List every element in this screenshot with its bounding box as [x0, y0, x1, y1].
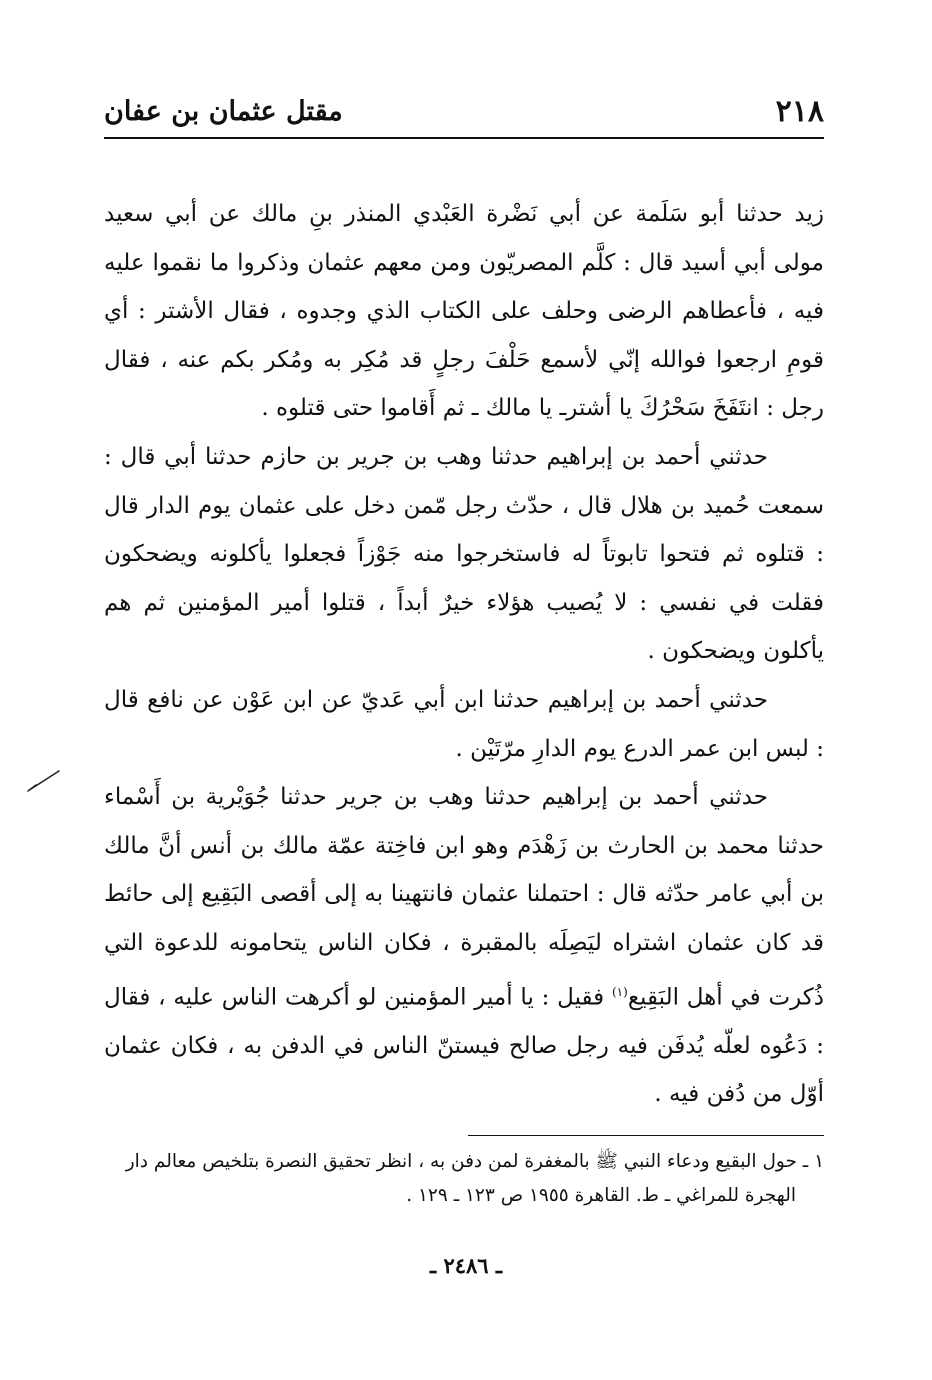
chapter-title: مقتل عثمان بن عفان	[104, 96, 343, 127]
running-header	[104, 88, 824, 132]
page-number: ٢١٨	[775, 94, 824, 129]
header-rule	[104, 137, 824, 139]
margin-checkmark-icon	[26, 765, 62, 801]
footnote-1-line-2: الهجرة للمراغي ـ ط. القاهرة ١٩٥٥ ص ١٢٣ ـ ١٢٩ .	[406, 1185, 796, 1206]
footnote-1-line-1: ١ ـ حول البقيع ودعاء النبي ﷺ بالمغفرة لمن دفن به ، انظر تحقيق النصرة بتلخيص معالم دار	[125, 1151, 824, 1172]
footer-page-number: ـ ٢٤٨٦ ـ	[429, 1253, 503, 1278]
paragraph-1: زيد حدثنا أبو سَلَمة عن أبي نَضْرة العَبْدي المنذر بنِ مالك عن أبي سعيد مولى أبي أسيد قال : كلَّم المصريّون ومن معهم عثمان وذكروا ما نقموا عليه فيه ، فأعطاهم الرضى وحلف على الكتاب الذي وجدوه ، فقال الأشتر : أي قومِ ارجعوا فوالله إنّي لأسمع حَلْفَ رجلٍ قد مُكِر به ومُكر بكم عنه ، فقال رجل : انتَفَخَ سَحْرُكَ يا أشترـ يا مالك ـ ثم أَقاموا حتى قتلوه .	[104, 201, 824, 422]
footnotes	[108, 1145, 824, 1213]
footnote-rule	[468, 1135, 824, 1136]
footnote-reference: (١)	[611, 984, 628, 999]
paragraph-4	[104, 773, 824, 1119]
paragraph-4-text-b: فقيل : يا أمير المؤمنين لو أكرهت الناس عليه ، فقال : دَعُوه لعلّه يُدفَن فيه رجل صالح فيستنّ الناس في الدفن به ، فكان عثمان أوّل من دُفن فيه .	[104, 984, 824, 1108]
paragraph-3: حدثني أحمد بن إبراهيم حدثنا ابن أبي عَديّ عن ابن عَوْن عن نافع قال : لبس ابن عمر الدرع يوم الدارِ مرّتَيْن .	[104, 686, 824, 762]
paragraph-2: حدثني أحمد بن إبراهيم حدثنا وهب بن جرير بن حازم حدثنا أبي قال : سمعت حُميد بن هلال قال ، حدّث رجل مّمن دخل على عثمان يوم الدار قال : قتلوه ثم فتحوا تابوتاً له فاستخرجوا منه جَوْزاً فجعلوا يأكلونه ويضحكون فقلت في نفسي : لا يُصيب هؤلاء خيرٌ أبداً ، قتلوا أمير المؤمنين ثم هم يأكلون ويضحكون .	[104, 443, 824, 665]
main-text	[104, 190, 824, 1119]
paragraph-4-text-a: حدثني أحمد بن إبراهيم حدثنا وهب بن جرير حدثنا جُوَيْرية بن أَسْماء حدثنا محمد بن الحارث بن زَهْدَم وهو ابن فاخِتة عمّة مالك بن أنس أنَّ مالك بن أبي عامر حدّثه قال : احتملنا عثمان فانتهينا به إلى أقصى البَقِيع إلى حائط قد كان عثمان اشتراه ليَصِلَه بالمقبرة ، فكان الناس يتحامونه للدعوة التي ذُكرت في أهل البَقِيع	[104, 784, 824, 1011]
